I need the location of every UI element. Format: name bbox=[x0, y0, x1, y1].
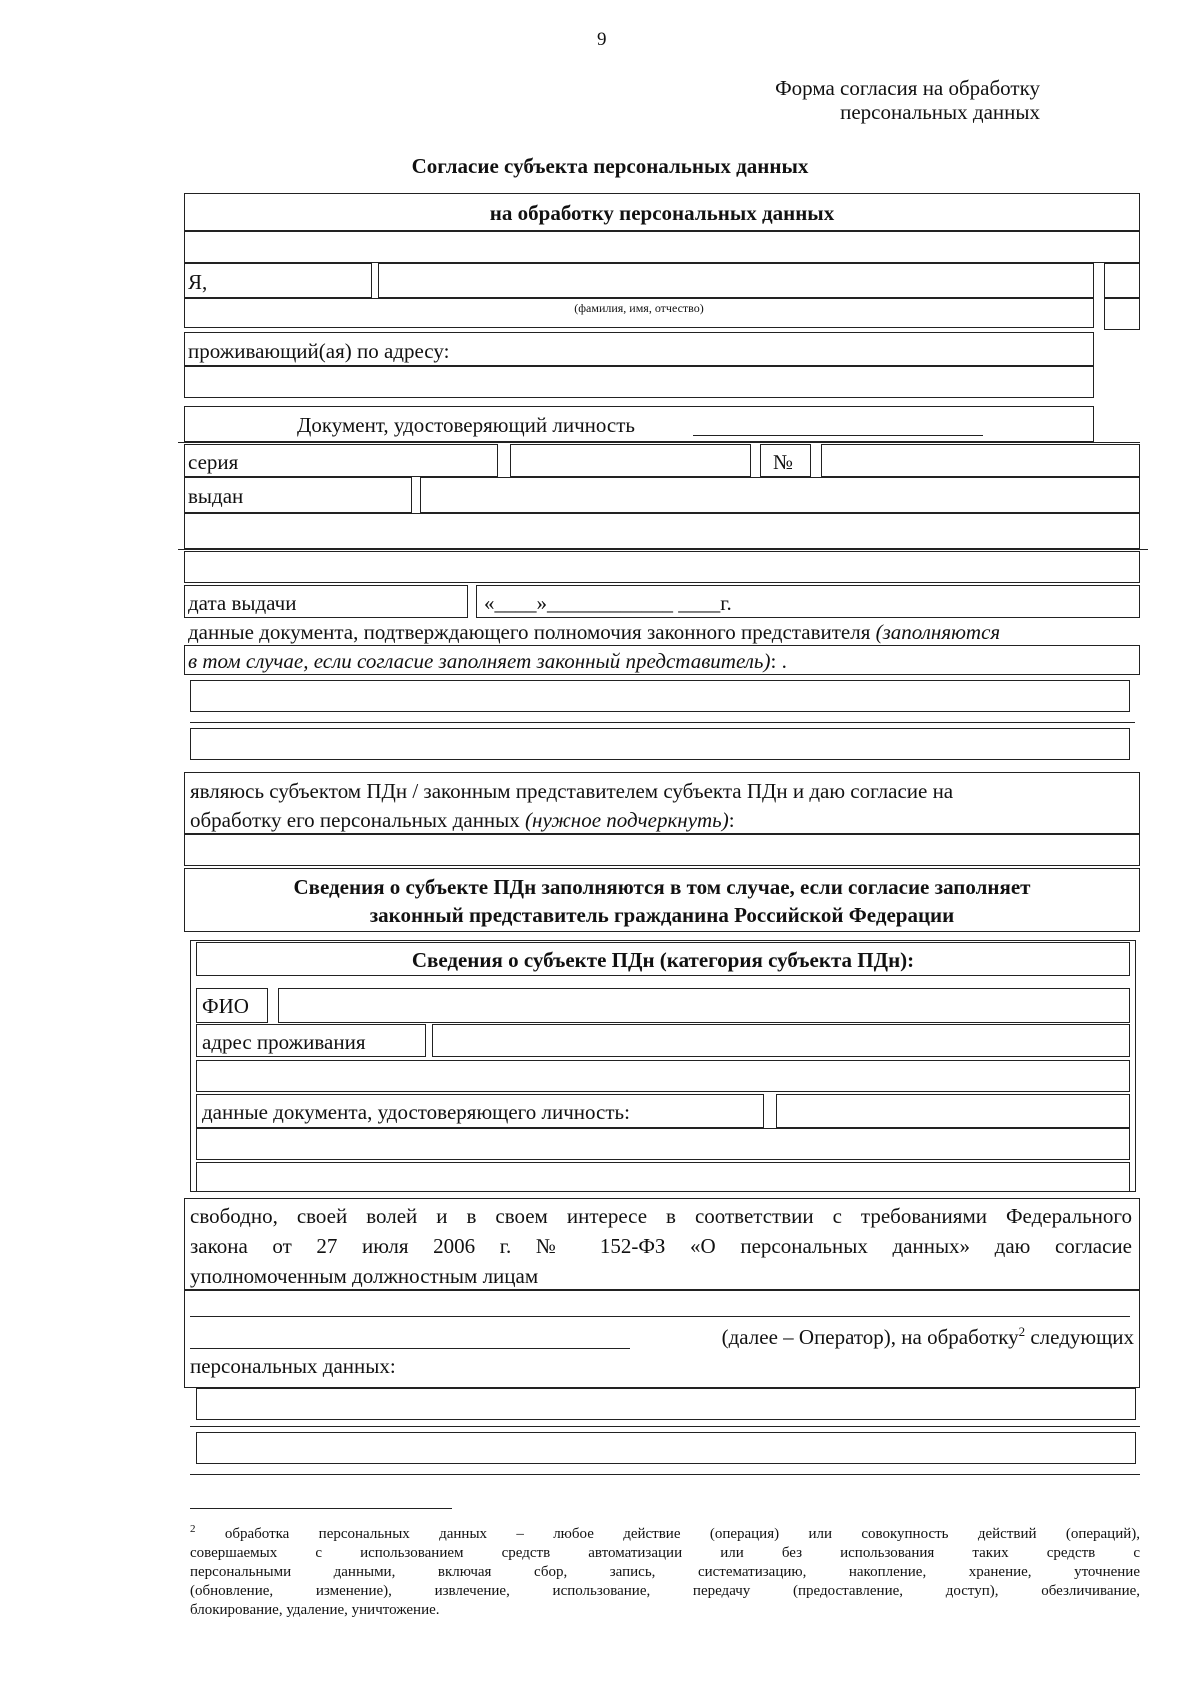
rep-doc-text: данные документа, подтверждающего полномочия законного представителя bbox=[188, 620, 871, 644]
issued-input-2[interactable] bbox=[184, 513, 1140, 549]
issue-date-label: дата выдачи bbox=[188, 591, 297, 615]
subject-fio-label: ФИО bbox=[202, 994, 249, 1018]
id-doc-type-line[interactable] bbox=[693, 435, 983, 436]
series-input[interactable] bbox=[510, 444, 751, 477]
footnote-line-1-text: обработка персональных данных – любое действие (операция) или совокупность действий (операций), bbox=[224, 1526, 1141, 1542]
pd-input-1[interactable] bbox=[196, 1388, 1136, 1420]
issue-date-value: «____»____________ ____г. bbox=[484, 591, 732, 615]
aux-cell-2 bbox=[1104, 298, 1140, 330]
aux-cell bbox=[1104, 263, 1140, 298]
consent-line-4-end: следующих bbox=[1030, 1325, 1134, 1349]
footnote-ref: 2 bbox=[1018, 1324, 1026, 1339]
footnote-line-1 bbox=[190, 1520, 1140, 1544]
subject-line-2-italic: (нужное подчеркнуть) bbox=[525, 808, 729, 832]
subject-id-doc-input-2[interactable] bbox=[196, 1128, 1130, 1160]
subject-line-1: являюсь субъектом ПДн / законным представителем субъекта ПДн и даю согласие на bbox=[190, 779, 954, 803]
consent-line-1: свободно, своей волей и в своем интересе в соответствии с требованиями Федерального bbox=[190, 1204, 1132, 1228]
subject-line-2 bbox=[190, 810, 735, 831]
consent-line-4-text: (далее – Оператор), на обработку bbox=[721, 1325, 1019, 1349]
rep-doc-end: : . bbox=[770, 649, 787, 673]
footnote bbox=[190, 1520, 1140, 1620]
series-label: серия bbox=[188, 450, 239, 474]
blank-row bbox=[184, 231, 1140, 263]
rep-doc-line-1 bbox=[188, 622, 1000, 643]
footnote-line-3: персональными данными, включая сбор, запись, систематизацию, накопление, хранение, уточнение bbox=[190, 1564, 1140, 1580]
rep-doc-italic-1: (заполняются bbox=[875, 620, 1001, 644]
address-input[interactable] bbox=[184, 366, 1094, 398]
notice-line-1: Сведения о субъекте ПДн заполняются в том случае, если согласие заполняет bbox=[293, 875, 1031, 899]
page-number: 9 bbox=[597, 29, 607, 50]
consent-line-4 bbox=[722, 1325, 1134, 1348]
rep-doc-line-2 bbox=[188, 651, 787, 672]
rep-doc-italic-2: в том случае, если согласие заполняет законный представитель) bbox=[188, 649, 771, 673]
subject-blank-row bbox=[184, 834, 1140, 866]
separator-line-2 bbox=[178, 549, 1148, 550]
fio-input[interactable] bbox=[378, 263, 1094, 298]
number-label: № bbox=[773, 450, 794, 474]
pd-input-2[interactable] bbox=[196, 1432, 1136, 1464]
subject-address-input[interactable] bbox=[432, 1024, 1130, 1057]
operator-line-2[interactable] bbox=[190, 1348, 630, 1349]
address-label: проживающий(ая) по адресу: bbox=[188, 339, 450, 363]
consent-line-3: уполномоченным должностным лицам bbox=[190, 1264, 539, 1288]
pd-bottom-line bbox=[190, 1474, 1140, 1475]
subject-fio-input[interactable] bbox=[278, 988, 1130, 1023]
footnote-marker: 2 bbox=[190, 1523, 196, 1535]
subject-info-header: Сведения о субъекте ПДн (категория субъекта ПДн): bbox=[411, 948, 915, 972]
subject-line-2-end: : bbox=[728, 808, 735, 832]
rep-doc-separator bbox=[190, 722, 1135, 723]
subject-line-2-text: обработку его персональных данных bbox=[190, 808, 520, 832]
title-line-2: на обработку персональных данных bbox=[489, 201, 835, 225]
subject-id-doc-label: данные документа, удостоверяющего личность: bbox=[202, 1100, 630, 1124]
operator-line-1[interactable] bbox=[190, 1316, 1130, 1317]
issued-input[interactable] bbox=[420, 477, 1140, 513]
i-label: Я, bbox=[188, 270, 208, 294]
fio-hint: (фамилия, имя, отчество) bbox=[574, 301, 704, 315]
footnote-line-2: совершаемых с использованием средств автоматизации или без использования таких средств с bbox=[190, 1545, 1140, 1561]
consent-line-2: закона от 27 июля 2006 г. № 152-ФЗ «О персональных данных» даю согласие bbox=[190, 1234, 1132, 1258]
subject-id-doc-input[interactable] bbox=[776, 1094, 1130, 1128]
footnote-line-5: блокирование, удаление, уничтожение. bbox=[190, 1602, 440, 1618]
rep-doc-input-1[interactable] bbox=[190, 680, 1130, 712]
subject-address-label: адрес проживания bbox=[202, 1030, 366, 1054]
title-line-1: Согласие субъекта персональных данных bbox=[411, 154, 809, 178]
notice-line-2: законный представитель гражданина Российской Федерации bbox=[369, 903, 955, 927]
consent-line-5: персональных данных: bbox=[190, 1354, 396, 1378]
rep-doc-input-2[interactable] bbox=[190, 728, 1130, 760]
form-caption-line-1: Форма согласия на обработку bbox=[775, 76, 1040, 100]
pd-separator bbox=[190, 1426, 1140, 1427]
number-input[interactable] bbox=[821, 444, 1140, 477]
footnote-separator bbox=[190, 1508, 452, 1509]
subject-address-input-2[interactable] bbox=[196, 1060, 1130, 1092]
form-caption-line-2: персональных данных bbox=[840, 100, 1040, 124]
issued-label: выдан bbox=[188, 484, 244, 508]
issued-input-3[interactable] bbox=[184, 551, 1140, 583]
separator-line bbox=[178, 442, 1140, 443]
subject-id-doc-input-3[interactable] bbox=[196, 1162, 1130, 1192]
i-label-cell bbox=[184, 263, 372, 298]
id-doc-label: Документ, удостоверяющий личность bbox=[297, 413, 635, 437]
footnote-line-4: (обновление, изменение), извлечение, использование, передачу (предоставление, доступ), обезличивание, bbox=[190, 1583, 1140, 1599]
